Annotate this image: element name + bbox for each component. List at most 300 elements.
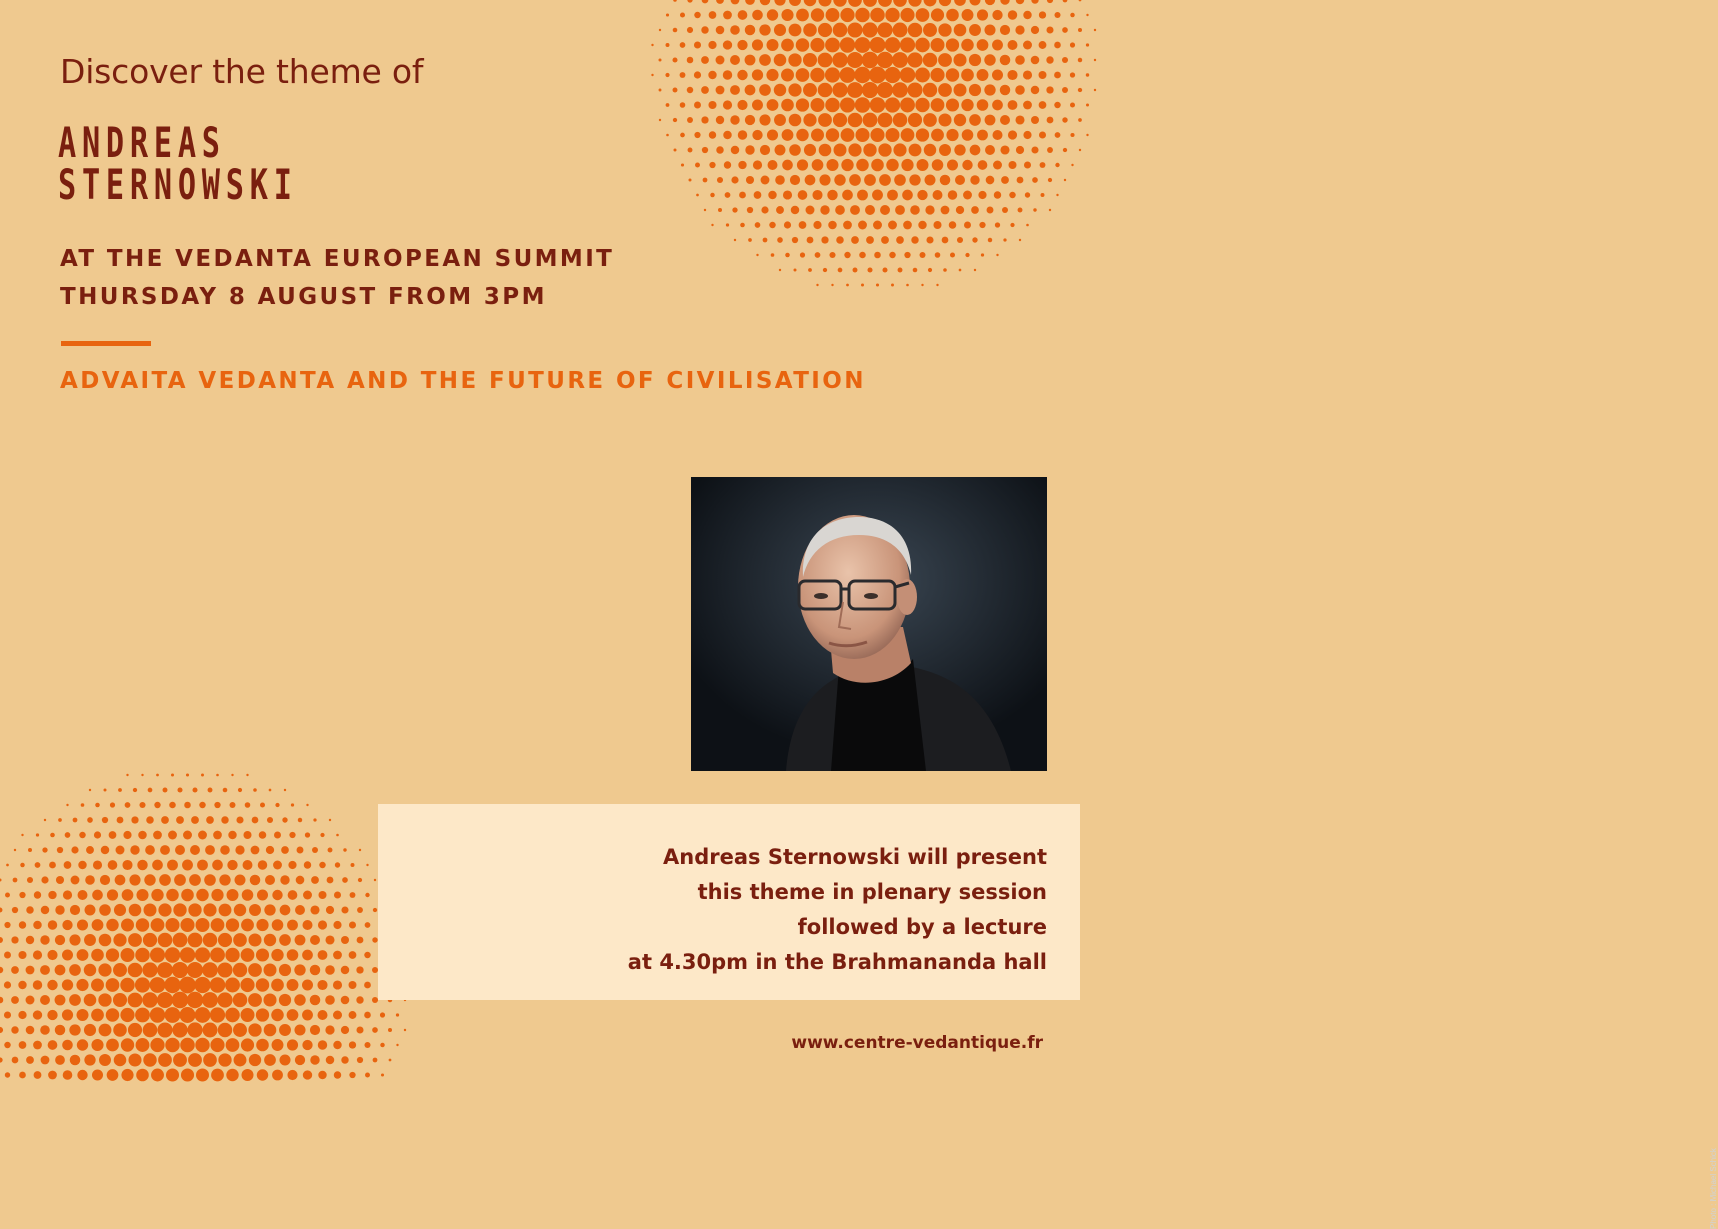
halftone-dot (241, 1008, 255, 1022)
halftone-dot (137, 860, 147, 870)
halftone-dot (189, 874, 201, 886)
halftone-dot (888, 221, 897, 230)
halftone-dot (148, 788, 153, 793)
halftone-dot (1071, 164, 1073, 166)
halftone-dot (1015, 55, 1025, 65)
halftone-dot (1040, 162, 1046, 168)
halftone-dot (1079, 149, 1081, 151)
halftone-dot (1078, 88, 1082, 92)
halftone-dot (33, 1010, 42, 1019)
halftone-dot (0, 1057, 3, 1062)
halftone-dot (18, 1011, 26, 1019)
halftone-dot (723, 131, 732, 140)
halftone-dot (1054, 72, 1061, 79)
halftone-dot (1062, 87, 1068, 93)
halftone-dot (925, 175, 936, 186)
halftone-dot (213, 831, 222, 840)
halftone-dot (223, 788, 228, 793)
halftone-dot (704, 209, 706, 211)
halftone-dot (673, 88, 678, 93)
halftone-dot (136, 1069, 149, 1082)
halftone-dot (774, 0, 785, 6)
halftone-dot (109, 831, 117, 839)
halftone-dot (985, 0, 995, 5)
halftone-dot (900, 8, 914, 22)
halftone-dot (108, 860, 118, 870)
speaker-last-name: STERNOWSKI (58, 160, 298, 209)
session-info (628, 840, 1047, 980)
halftone-dot (349, 1041, 356, 1048)
halftone-dot (985, 115, 996, 126)
halftone-dot (687, 27, 693, 33)
halftone-dot (759, 54, 771, 66)
halftone-dot (34, 1071, 42, 1079)
halftone-dot (1086, 134, 1088, 136)
halftone-dot (341, 1056, 348, 1063)
halftone-dot (187, 992, 203, 1008)
halftone-dot (259, 831, 267, 839)
halftone-dot (334, 1071, 341, 1078)
halftone-dot (55, 935, 65, 945)
halftone-dot (946, 9, 959, 22)
halftone-dot (977, 9, 988, 20)
halftone-dot (125, 802, 131, 808)
halftone-dot (194, 977, 210, 993)
halftone-dot (790, 175, 800, 185)
halftone-dot (240, 978, 254, 992)
halftone-dot (62, 949, 73, 960)
halftone-dot (834, 174, 845, 185)
halftone-dot (835, 205, 845, 215)
halftone-dot (832, 82, 847, 97)
halftone-dot (264, 934, 276, 946)
halftone-dot (1015, 25, 1024, 34)
halftone-dot (310, 1025, 320, 1035)
halftone-dot (878, 113, 893, 128)
halftone-dot (84, 1024, 96, 1036)
halftone-dot (179, 977, 196, 994)
halftone-dot (120, 1008, 134, 1022)
halftone-dot (264, 1024, 277, 1037)
halftone-dot (877, 22, 892, 37)
halftone-dot (26, 936, 34, 944)
halftone-dot (229, 802, 235, 808)
halftone-dot (327, 877, 334, 884)
halftone-dot (935, 252, 941, 258)
halftone-dot (380, 1043, 384, 1047)
halftone-dot (211, 1069, 224, 1082)
halftone-dot (680, 72, 686, 78)
halftone-dot (91, 1039, 103, 1051)
halftone-dot (836, 236, 844, 244)
halftone-dot (1056, 194, 1058, 196)
halftone-dot (1047, 147, 1053, 153)
halftone-dot (730, 25, 740, 35)
halftone-dot (717, 177, 723, 183)
halftone-dot (260, 802, 265, 807)
halftone-dot (666, 134, 669, 137)
halftone-dot (904, 252, 910, 258)
halftone-dot (747, 207, 753, 213)
halftone-dot (900, 98, 915, 113)
halftone-dot (797, 159, 808, 170)
halftone-dot (862, 22, 877, 37)
halftone-dot (709, 11, 717, 19)
halftone-dot (847, 22, 862, 37)
halftone-dot (106, 1039, 119, 1052)
halftone-dot (761, 206, 768, 213)
halftone-dot (855, 8, 870, 23)
halftone-dot (1008, 100, 1018, 110)
halftone-dot (373, 1058, 378, 1063)
halftone-dot (77, 1009, 89, 1021)
halftone-dot (806, 206, 815, 215)
halftone-dot (708, 41, 716, 49)
halftone-dot (955, 175, 965, 185)
halftone-dot (333, 1041, 341, 1049)
halftone-dot (216, 774, 219, 777)
halftone-dot (1024, 161, 1031, 168)
halftone-dot (863, 0, 877, 7)
halftone-dot (969, 24, 981, 36)
halftone-dot (136, 1038, 150, 1052)
halftone-dot (1070, 72, 1075, 77)
halftone-dot (910, 205, 920, 215)
halftone-dot (241, 919, 254, 932)
halftone-dot (180, 947, 195, 962)
halftone-dot (1094, 89, 1096, 91)
halftone-dot (818, 83, 833, 98)
halftone-dot (978, 160, 988, 170)
halftone-dot (1055, 132, 1061, 138)
halftone-dot (252, 817, 259, 824)
halftone-dot (759, 24, 770, 35)
halftone-dot (1079, 0, 1082, 1)
halftone-dot (701, 56, 709, 64)
halftone-dot (157, 962, 173, 978)
halftone-dot (761, 176, 770, 185)
halftone-dot (318, 891, 326, 899)
halftone-dot (94, 831, 101, 838)
halftone-dot (287, 920, 298, 931)
halftone-dot (823, 268, 827, 272)
halftone-dot (894, 174, 906, 186)
halftone-dot (755, 222, 761, 228)
halftone-dot (203, 903, 216, 916)
halftone-dot (356, 996, 363, 1003)
halftone-dot (248, 1023, 261, 1036)
halftone-dot (266, 846, 274, 854)
halftone-dot (77, 1070, 87, 1080)
halftone-dot (877, 52, 893, 68)
halftone-dot (84, 1054, 95, 1065)
halftone-dot (799, 221, 807, 229)
halftone-dot (1078, 58, 1082, 62)
halftone-dot (893, 23, 908, 38)
halftone-dot (100, 875, 110, 885)
halftone-dot (36, 833, 39, 836)
halftone-dot (91, 949, 104, 962)
halftone-dot (896, 236, 904, 244)
halftone-dot (235, 845, 244, 854)
halftone-dot (833, 113, 847, 127)
halftone-dot (673, 118, 677, 122)
halftone-dot (271, 1009, 284, 1022)
halftone-dot (900, 37, 915, 52)
halftone-dot (1017, 177, 1024, 184)
halftone-dot (746, 176, 754, 184)
info-box (378, 804, 1080, 1000)
halftone-dot (359, 849, 361, 851)
halftone-dot (181, 889, 194, 902)
halftone-dot (701, 86, 709, 94)
halftone-dot (99, 1054, 111, 1066)
halftone-dot (878, 0, 892, 7)
event-name: AT THE VEDANTA EUROPEAN SUMMIT (60, 246, 615, 272)
halftone-dot (694, 71, 701, 78)
halftone-dot (1002, 207, 1008, 213)
halftone-dot (963, 191, 972, 200)
halftone-dot (188, 903, 201, 916)
halftone-dot (738, 161, 746, 169)
halftone-dot (122, 860, 132, 870)
halftone-dot (135, 1008, 150, 1023)
halftone-dot (325, 965, 335, 975)
halftone-dot (113, 963, 127, 977)
halftone-dot (767, 9, 778, 20)
halftone-dot (915, 68, 930, 83)
halftone-dot (971, 206, 979, 214)
halftone-dot (84, 994, 97, 1007)
halftone-dot (825, 67, 840, 82)
halftone-dot (27, 877, 33, 883)
halftone-dot (126, 774, 128, 776)
halftone-dot (808, 268, 812, 272)
halftone-dot (95, 803, 100, 808)
halftone-dot (128, 963, 143, 978)
halftone-dot (295, 935, 306, 946)
halftone-dot (161, 816, 169, 824)
halftone-dot (219, 874, 230, 885)
halftone-dot (212, 860, 223, 871)
halftone-dot (264, 904, 275, 915)
halftone-dot (71, 846, 78, 853)
halftone-dot (188, 1053, 202, 1067)
halftone-dot (0, 997, 3, 1004)
halftone-dot (703, 178, 708, 183)
halftone-dot (858, 221, 867, 230)
halftone-dots-decoration (660, 0, 1080, 300)
halftone-dot (226, 1038, 240, 1052)
halftone-dot (65, 832, 71, 838)
halftone-dot (695, 163, 700, 168)
halftone-dot (1019, 239, 1021, 241)
halftone-dot (79, 832, 86, 839)
halftone-dot (98, 963, 111, 976)
halftone-dot (992, 40, 1003, 51)
halftone-dot (759, 114, 770, 125)
halftone-dot (221, 816, 228, 823)
halftone-dot (696, 194, 699, 197)
halftone-dot (40, 1025, 50, 1035)
halftone-dot (357, 937, 364, 944)
halftone-dot (796, 129, 808, 141)
halftone-dot (195, 1007, 211, 1023)
halftone-dot (745, 145, 754, 154)
halftone-dot (198, 831, 207, 840)
halftone-dot (788, 53, 801, 66)
halftone-dot (234, 904, 246, 916)
halftone-dot (1031, 0, 1038, 4)
halftone-dot (984, 84, 995, 95)
halftone-dot (373, 908, 377, 912)
halftone-dot (295, 905, 305, 915)
halftone-dot (257, 889, 268, 900)
halftone-dot (796, 68, 810, 82)
halftone-dot (680, 12, 685, 17)
halftone-dot (218, 933, 232, 947)
halftone-dot (992, 130, 1002, 140)
halftone-dot (180, 918, 194, 932)
halftone-dot (745, 115, 755, 125)
halftone-dot (911, 236, 918, 243)
halftone-dot (862, 52, 879, 69)
halftone-dot (833, 0, 846, 7)
halftone-dot (851, 236, 859, 244)
halftone-dot (19, 921, 26, 928)
halftone-dot (792, 237, 798, 243)
halftone-dot (716, 116, 724, 124)
halftone-dot (267, 817, 273, 823)
halftone-dot (893, 113, 908, 128)
halftone-dot (55, 1025, 66, 1036)
halftone-dot (113, 993, 127, 1007)
halftone-dot (996, 254, 998, 256)
halftone-dot (943, 268, 947, 272)
halftone-dot (1000, 25, 1010, 35)
halftone-dot (1000, 55, 1011, 66)
halftone-dot (98, 993, 111, 1006)
halftone-dot (863, 143, 876, 156)
halftone-dot (318, 1010, 328, 1020)
halftone-dot (129, 904, 142, 917)
halftone-dot (114, 1054, 127, 1067)
halftone-dot (165, 918, 179, 932)
halftone-dot (877, 82, 893, 98)
halftone-dot (169, 802, 176, 809)
halftone-dot (325, 935, 334, 944)
halftone-dot (202, 962, 218, 978)
halftone-dot (1018, 208, 1023, 213)
halftone-dot (310, 1055, 319, 1064)
halftone-dot (144, 904, 157, 917)
halftone-dot (659, 89, 662, 92)
halftone-dot (291, 803, 294, 806)
halftone-dot (840, 67, 856, 83)
halftone-dot (62, 1040, 73, 1051)
halftone-dot (954, 84, 967, 97)
halftone-dot (310, 935, 320, 945)
speaker-first-name: ANDREAS (58, 118, 226, 167)
halftone-dot (1008, 40, 1018, 50)
halftone-dot (908, 0, 921, 7)
halftone-dot (752, 99, 763, 110)
halftone-dot (737, 70, 747, 80)
halftone-dot (1023, 11, 1031, 19)
halftone-dot (4, 952, 11, 959)
halftone-dot (921, 284, 923, 286)
halftone-dot (1008, 10, 1017, 19)
halftone-dot (150, 977, 166, 993)
halftone-dot (804, 144, 816, 156)
halftone-dot (204, 874, 216, 886)
halftone-dot (40, 935, 49, 944)
halftone-dot (238, 788, 242, 792)
halftone-dot (1031, 116, 1039, 124)
halftone-dot (57, 847, 63, 853)
halftone-dot (47, 1010, 57, 1020)
halftone-dot (1046, 26, 1053, 33)
halftone-dot (723, 40, 732, 49)
halftone-dot (1063, 0, 1068, 2)
halftone-dot (159, 874, 171, 886)
halftone-dot (907, 82, 922, 97)
halftone-dot (157, 992, 173, 1008)
halftone-dot (832, 52, 847, 67)
halftone-dot (820, 205, 829, 214)
halftone-dot (326, 1056, 335, 1065)
halftone-dot (318, 950, 328, 960)
halftone-dot (5, 893, 10, 898)
halftone-dot (70, 1055, 81, 1066)
halftone-dot (372, 1027, 378, 1033)
halftone-dot (77, 1039, 88, 1050)
halftone-dot (947, 159, 958, 170)
halftone-dot (128, 1053, 141, 1066)
halftone-dot (305, 832, 310, 837)
halftone-dot (279, 964, 291, 976)
halftone-dot (154, 802, 160, 808)
halftone-dot (272, 1039, 284, 1051)
halftone-dot (225, 978, 240, 993)
halftone-dot (99, 904, 111, 916)
halftone-dot (85, 905, 96, 916)
website-link[interactable]: www.centre-vedantique.fr (791, 1033, 1043, 1053)
halftone-dot (923, 83, 937, 97)
halftone-dot (1010, 223, 1014, 227)
halftone-dot (0, 878, 2, 881)
halftone-dot (995, 222, 1000, 227)
halftone-dot (341, 1026, 349, 1034)
halftone-dot (274, 832, 281, 839)
halftone-dot (47, 980, 57, 990)
halftone-dot (810, 68, 824, 82)
halftone-dot (876, 283, 879, 286)
halftone-dot (1000, 85, 1010, 95)
halftone-dot (310, 905, 319, 914)
halftone-dot (150, 1007, 165, 1022)
halftone-dot (333, 980, 342, 989)
halftone-dot (172, 1022, 187, 1037)
halftone-dot (949, 221, 957, 229)
halftone-dot (287, 1009, 299, 1021)
halftone-dot (962, 9, 974, 21)
halftone-dot (302, 979, 313, 990)
halftone-dot (1064, 179, 1066, 181)
halftone-dot (372, 937, 377, 942)
halftone-dot (752, 130, 762, 140)
halftone-dot (341, 936, 349, 944)
